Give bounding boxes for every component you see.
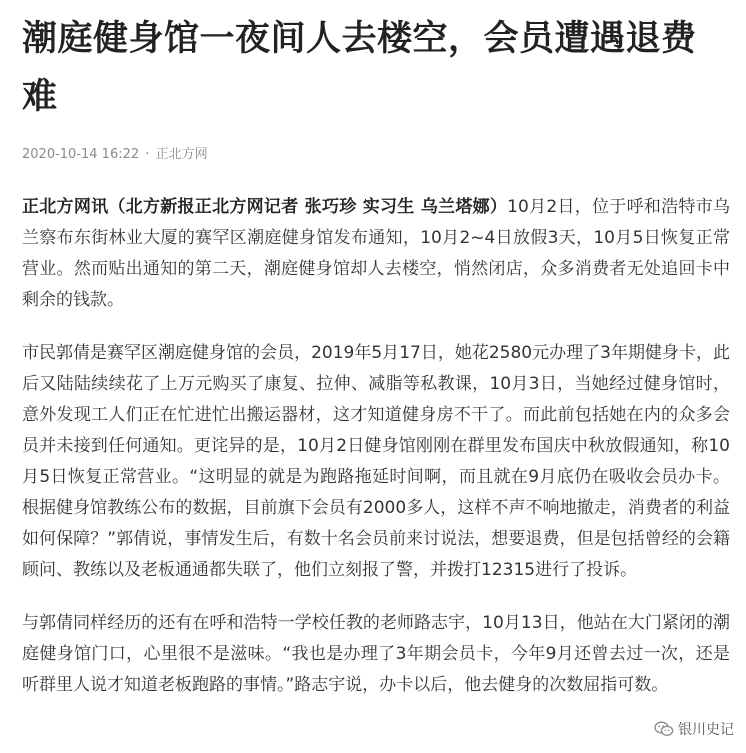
article [22,0,730,701]
paragraph-text: 与郭倩同样经历的还有在呼和浩特一学校任教的老师路志宇，10月13日，他站在大门紧闭的潮庭健身馆门口，心里很不是滋味。“我也是办理了3年期会员卡，今年9月还曾去过一次，还是听群里人说才知道老板跑路的事情。”路志宇说，办卡以后，他去健身的次数屈指可数。 [22,613,730,695]
paragraph-1 [22,192,730,316]
meta-separator: · [145,147,150,162]
paragraph-lead: 正北方网讯（北方新报正北方网记者 张巧珍 实习生 乌兰塔娜） [22,197,508,217]
watermark [650,719,738,739]
article-title: 潮庭健身馆一夜间人去楼空，会员遭遇退费难 [22,19,697,117]
publish-date: 2020-10-14 16:22 [22,147,140,162]
paragraph-text: 10月2日，位于呼和浩特市乌兰察布东街林业大厦的赛罕区潮庭健身馆发布通知，10月2~4日放假3天，10月5日恢复正常营业。然而贴出通知的第二天，潮庭健身馆却人去楼空，悄然闭店，众多消费者无处追回卡中剩余的钱款。 [22,197,730,310]
watermark-text: 银川史记 [678,722,734,738]
wechat-icon [654,721,674,737]
article-meta [22,146,730,164]
source-label: 正北方网 [155,147,208,162]
paragraph-text: 市民郭倩是赛罕区潮庭健身馆的会员，2019年5月17日，她花2580元办理了3年期健身卡，此后又陆陆续续花了上万元购买了康复、拉伸、减脂等私教课，10月3日，当她经过健身馆时，意外发现工人们正在忙进忙出搬运器材，这才知道健身房不干了。而此前包括她在内的众多会员并未接到任何通知。更诧异的是，10月2日健身馆刚刚在群里发布国庆中秋放假通知，称10月5日恢复正常营业。“这明显的就是为跑路拖延时间啊，而且就在9月底仍在吸收会员办卡。根据健身馆教练公布的数据，目前旗下会员有2000多人，这样不声不响地撤走，消费者的利益如何保障？”郭倩说，事情发生后，有数十名会员前来讨说法，想要退费，但是包括曾经的会籍顾问、教练以及老板通通都失联了，他们立刻报了警，并拨打12315进行了投诉。 [22,343,730,580]
paragraph-2 [22,338,730,586]
paragraph-3 [22,608,730,701]
